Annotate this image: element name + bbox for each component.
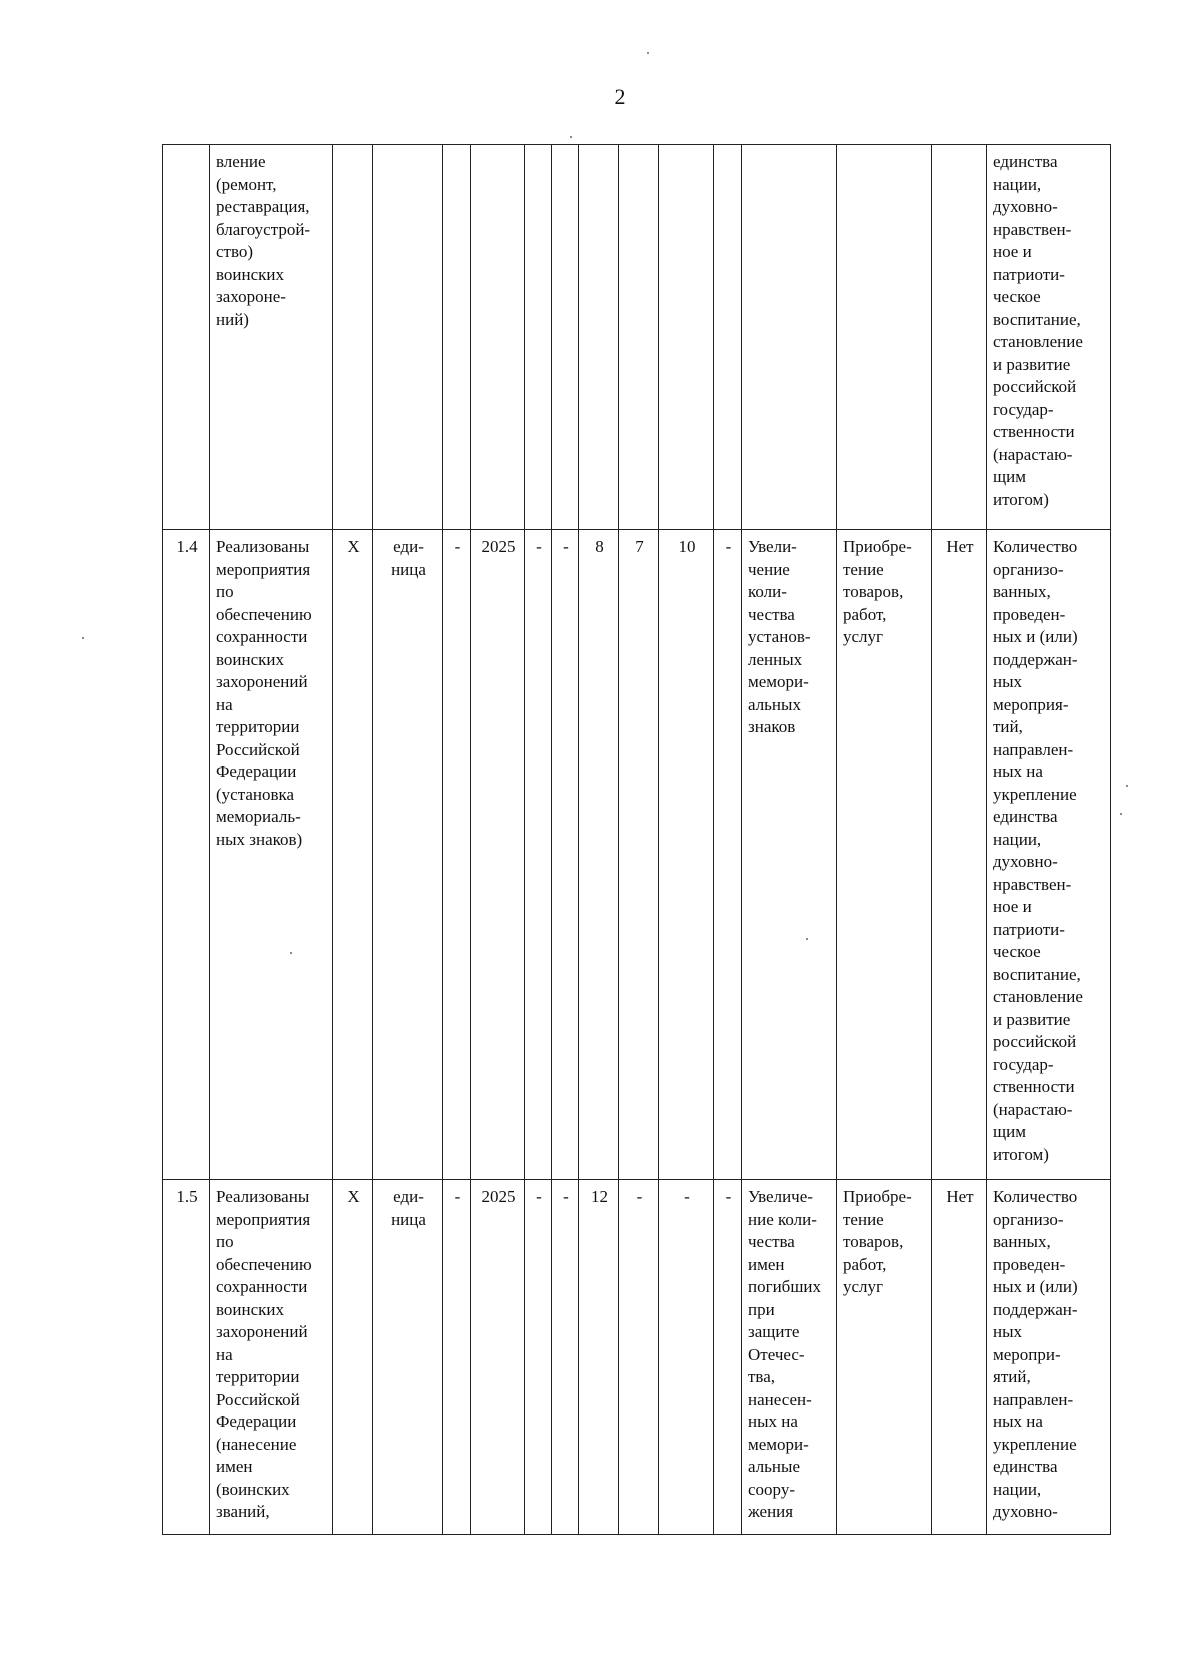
cell-5: - [443, 530, 471, 1180]
cell-11: 10 [659, 530, 714, 1180]
cell-9: 12 [579, 1180, 619, 1535]
row-number: 1.4 [163, 530, 210, 1180]
cell-year: 2025 [471, 1180, 525, 1535]
scan-speck [1126, 785, 1128, 787]
row-number: 1.5 [163, 1180, 210, 1535]
effect-description: Увели- чение коли- чества установ- ленных мемори- альных знаков [742, 530, 837, 1180]
effect-description: Увеличе- ние коли- чества имен погибших при защите Отечес- тва, нанесен- ных на мемори- альные соору- жения [742, 1180, 837, 1535]
cell-7 [525, 145, 552, 530]
cell-year [471, 145, 525, 530]
row-number [163, 145, 210, 530]
cell-11 [659, 145, 714, 530]
cell-9: 8 [579, 530, 619, 1180]
cell-8: - [552, 530, 579, 1180]
cell-5: - [443, 1180, 471, 1535]
base-value: X [333, 530, 373, 1180]
base-value [333, 145, 373, 530]
table-row [163, 145, 1111, 530]
unit [373, 145, 443, 530]
cell-12 [714, 145, 742, 530]
cell-10 [619, 145, 659, 530]
cell-8 [552, 145, 579, 530]
scan-speck [1120, 813, 1122, 815]
effect-description [742, 145, 837, 530]
result-name: вление (ремонт, реставрация, благоустрой- ство) воинских захороне- ний) [210, 145, 333, 530]
unit: еди- ница [373, 530, 443, 1180]
result-name: Реализованы мероприятия по обеспечению сохранности воинских захоронений на территории Российской Федерации (нанесение имен (воинских званий, [210, 1180, 333, 1535]
cell-year: 2025 [471, 530, 525, 1180]
cell-7: - [525, 1180, 552, 1535]
cell-9 [579, 145, 619, 530]
cell-7: - [525, 530, 552, 1180]
cell-8: - [552, 1180, 579, 1535]
linked-indicator: Количество организо- ванных, проведен- ных и (или) поддержан- ных меропри- ятий, направлен- ных на укрепление единства нации, духовно- [987, 1180, 1111, 1535]
result-type [837, 145, 932, 530]
cell-12: - [714, 1180, 742, 1535]
page-number: 2 [614, 84, 626, 109]
linked-indicator: Количество организо- ванных, проведен- ных и (или) поддержан- ных мероприя- тий, направлен- ных на укрепление единства нации, духовно- нравствен- ное и патриоти- ческое воспитание, становление и развитие российской государ- ственности (нарастаю- щим итогом) [987, 530, 1111, 1180]
table-row [163, 530, 1111, 1180]
linked-indicator: единства нации, духовно- нравствен- ное и патриоти- ческое воспитание, становление и развитие российской государ- ственности (нарастаю- щим итогом) [987, 145, 1111, 530]
base-value: X [333, 1180, 373, 1535]
cell-12: - [714, 530, 742, 1180]
results-table [162, 144, 1111, 1535]
cell-5 [443, 145, 471, 530]
result-name: Реализованы мероприятия по обеспечению сохранности воинских захоронений на территории Российской Федерации (установка мемориаль- ных знаков) [210, 530, 333, 1180]
scan-speck [570, 136, 572, 138]
scan-speck [806, 938, 808, 940]
scan-speck [290, 952, 292, 954]
scan-speck [647, 52, 649, 54]
cell-10: 7 [619, 530, 659, 1180]
flag [932, 145, 987, 530]
cell-10: - [619, 1180, 659, 1535]
result-type: Приобре- тение товаров, работ, услуг [837, 1180, 932, 1535]
unit: еди- ница [373, 1180, 443, 1535]
flag: Нет [932, 1180, 987, 1535]
flag: Нет [932, 530, 987, 1180]
table-row [163, 1180, 1111, 1535]
result-type: Приобре- тение товаров, работ, услуг [837, 530, 932, 1180]
cell-11: - [659, 1180, 714, 1535]
scan-speck [82, 637, 84, 639]
